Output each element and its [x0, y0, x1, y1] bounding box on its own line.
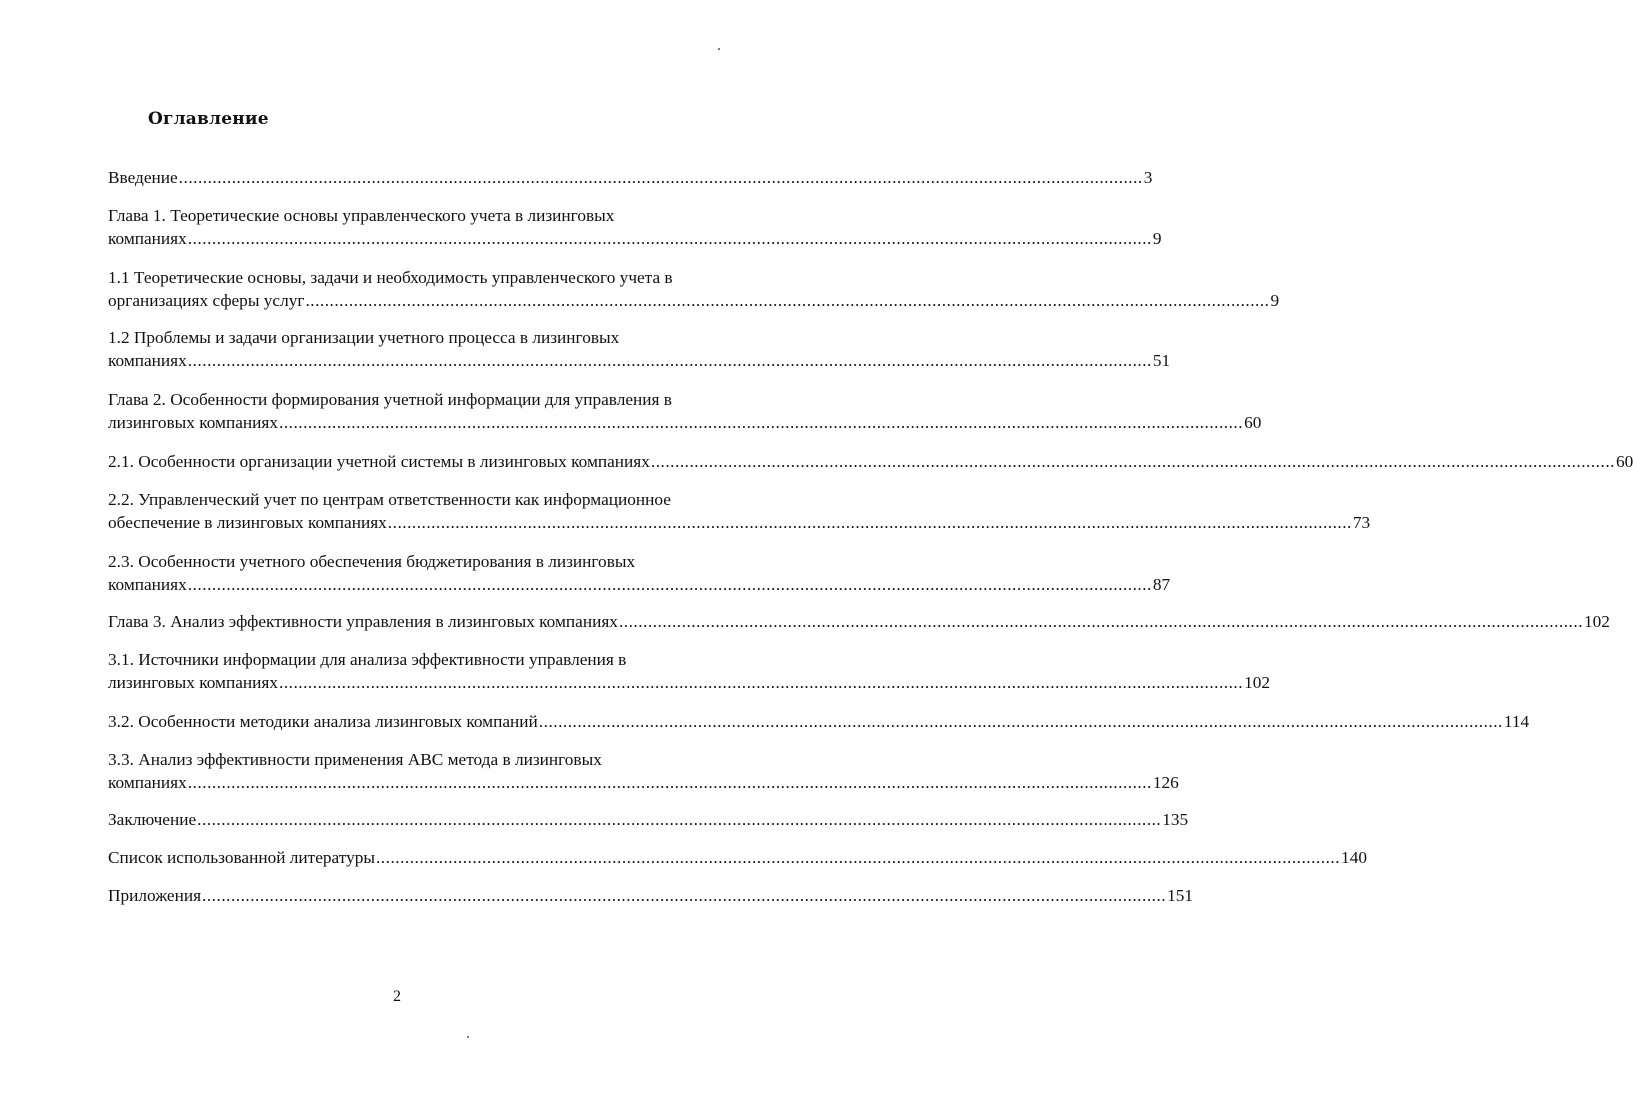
toc-entry-leader-line: [108, 846, 1367, 869]
toc-entry-title: лизинговых компаниях: [108, 413, 278, 432]
toc-entry-title: компаниях: [108, 773, 187, 792]
toc-entry-leader-line: [108, 511, 1371, 534]
toc-entry[interactable]: [108, 488, 1371, 534]
toc-entry-page: 73: [1352, 513, 1371, 532]
toc-entry-page: 9: [1270, 291, 1280, 310]
toc-entry[interactable]: [108, 204, 1162, 250]
toc-entry[interactable]: [108, 808, 1189, 831]
toc-entry[interactable]: [108, 550, 1171, 596]
toc-entry-title-line: Глава 1. Теоретические основы управленческого учета в лизинговых: [108, 206, 615, 225]
toc-entry-title: Приложения: [108, 886, 202, 905]
toc-entry-page: 3: [1143, 168, 1153, 187]
toc-entry-page: 102: [1584, 612, 1610, 631]
dot-leader: ........................................................................................................................................................................................................: [187, 575, 1152, 594]
toc-entry-leader-line: [108, 289, 1280, 312]
toc-entry-leader-line: [108, 671, 1270, 694]
toc-entry-leader-line: [108, 450, 1633, 473]
toc-entry-leader-line: [108, 573, 1171, 596]
toc-entry-leader-line: [108, 771, 1179, 794]
toc-entry-page: 51: [1152, 351, 1171, 370]
toc-entry-title-line: 1.2 Проблемы и задачи организации учетного процесса в лизинговых: [108, 328, 620, 347]
toc-entry-page: 135: [1162, 810, 1189, 829]
toc-entry-page: 151: [1167, 886, 1194, 905]
toc-entry-page: 60: [1615, 452, 1633, 471]
dot-leader: ........................................................................................................................................................................................................: [538, 712, 1503, 731]
toc-entry-page: 102: [1244, 673, 1270, 692]
page-number: 2: [393, 988, 401, 1005]
dot-leader: ........................................................................................................................................................................................................: [197, 810, 1162, 829]
toc-entry-leader-line: [108, 808, 1189, 831]
toc-entry-leader-line: [108, 610, 1610, 633]
toc-entry-page: 60: [1244, 413, 1262, 432]
toc-entry-title: 3.2. Особенности методики анализа лизинговых компаний: [108, 712, 538, 731]
toc-entry[interactable]: [108, 166, 1153, 189]
toc-entry-title-line: Глава 2. Особенности формирования учетной информации для управления в: [108, 390, 672, 409]
toc-entry-leader-line: [108, 884, 1194, 907]
toc-entry[interactable]: [108, 748, 1179, 794]
toc-entry-title: компаниях: [108, 229, 187, 248]
toc-entry[interactable]: [108, 846, 1367, 869]
toc-entry[interactable]: [108, 326, 1171, 372]
dot-leader: ........................................................................................................................................................................................................: [375, 848, 1341, 867]
dot-leader: ........................................................................................................................................................................................................: [618, 612, 1584, 631]
toc-entry-title: компаниях: [108, 575, 187, 594]
toc-entry[interactable]: [108, 710, 1530, 733]
toc-entry-page: 9: [1152, 229, 1162, 248]
scan-speck: [467, 1036, 469, 1038]
dot-leader: ........................................................................................................................................................................................................: [187, 229, 1152, 248]
toc-entry-title: Глава 3. Анализ эффективности управления в лизинговых компаниях: [108, 612, 618, 631]
dot-leader: ........................................................................................................................................................................................................: [178, 168, 1143, 187]
toc-entry-title-line: 3.1. Источники информации для анализа эффективности управления в: [108, 650, 627, 669]
toc-entry[interactable]: [108, 450, 1633, 473]
toc-entry-title: обеспечение в лизинговых компаниях: [108, 513, 387, 532]
dot-leader: ........................................................................................................................................................................................................: [305, 291, 1270, 310]
toc-entry-title: компаниях: [108, 351, 187, 370]
toc-entry-title: 2.1. Особенности организации учетной системы в лизинговых компаниях: [108, 452, 650, 471]
toc-entry-title-line: 1.1 Теоретические основы, задачи и необходимость управленческого учета в: [108, 268, 673, 287]
toc-entry[interactable]: [108, 648, 1270, 694]
toc-entry-title: Введение: [108, 168, 178, 187]
dot-leader: ........................................................................................................................................................................................................: [202, 886, 1167, 905]
toc-entry-page: 114: [1503, 712, 1530, 731]
toc-entry-page: 126: [1152, 773, 1179, 792]
toc-entry-title: организациях сферы услуг: [108, 291, 305, 310]
toc-entry-title: Заключение: [108, 810, 197, 829]
toc-entry[interactable]: [108, 610, 1610, 633]
toc-entry[interactable]: [108, 388, 1262, 434]
dot-leader: ........................................................................................................................................................................................................: [650, 452, 1615, 471]
toc-entry-title: лизинговых компаниях: [108, 673, 278, 692]
dot-leader: ........................................................................................................................................................................................................: [279, 673, 1244, 692]
toc-title: Оглавление: [148, 109, 269, 129]
scan-speck: [718, 48, 720, 50]
dot-leader: ........................................................................................................................................................................................................: [187, 351, 1152, 370]
toc-entry-title: Список использованной литературы: [108, 848, 375, 867]
dot-leader: ........................................................................................................................................................................................................: [279, 413, 1244, 432]
toc-entry-leader-line: [108, 411, 1262, 434]
toc-entry-leader-line: [108, 710, 1530, 733]
toc-entry[interactable]: [108, 884, 1194, 907]
toc-entry[interactable]: [108, 266, 1280, 312]
dot-leader: ........................................................................................................................................................................................................: [187, 773, 1152, 792]
toc-entry-page: 87: [1152, 575, 1171, 594]
toc-entry-leader-line: [108, 227, 1162, 250]
toc-entry-leader-line: [108, 166, 1153, 189]
toc-entry-title-line: 2.3. Особенности учетного обеспечения бюджетирования в лизинговых: [108, 552, 636, 571]
toc-entry-leader-line: [108, 349, 1171, 372]
toc-entry-title-line: 2.2. Управленческий учет по центрам ответственности как информационное: [108, 490, 671, 509]
dot-leader: ........................................................................................................................................................................................................: [387, 513, 1352, 532]
toc-entry-page: 140: [1341, 848, 1367, 867]
toc-entry-title-line: 3.3. Анализ эффективности применения АВС метода в лизинговых: [108, 750, 602, 769]
